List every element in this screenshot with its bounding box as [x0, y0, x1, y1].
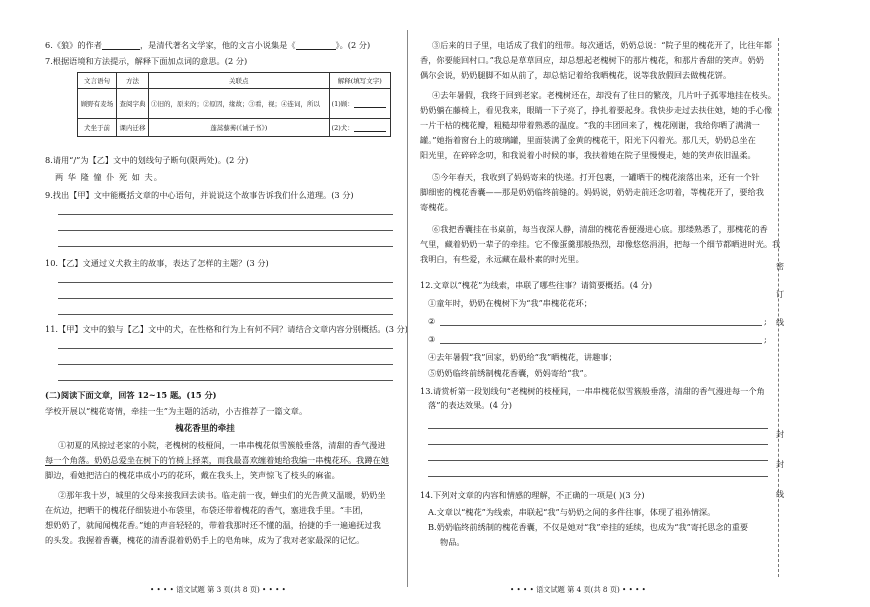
- q8-title: 8.请用“/”为【乙】文中的划线句子断句(限两处)。(2 分): [45, 155, 249, 165]
- q14-option-b-cont: 物品。: [440, 537, 465, 547]
- paragraph-line: ⑤今年春天，我收到了妈妈寄来的快递。打开包裹，一罐晒干的槐花滚落出来，还有一个针: [432, 172, 760, 182]
- q6: [45, 40, 370, 50]
- q6-blank-1[interactable]: [102, 40, 140, 50]
- answer-line[interactable]: [428, 476, 768, 477]
- page-footer: • • • • 语文试题 第 3 页(共 8 页) • • • •: [150, 585, 286, 594]
- page-footer: • • • • 语文试题 第 4 页(共 8 页) • • • •: [510, 585, 646, 594]
- q10-title: 10.【乙】文通过义犬救主的故事，表达了怎样的主题？(3 分): [45, 258, 269, 268]
- semicolon: ;: [764, 316, 767, 326]
- q7-answer-cell[interactable]: [329, 89, 390, 119]
- page-divider: [407, 30, 408, 587]
- q7-header: 解释(填写文字): [329, 73, 390, 89]
- q14-option-b[interactable]: B.奶奶临终前绣制的槐花香囊，不仅是她对“我”牵挂的延续，也成为“我”寄托思念的重要: [428, 522, 749, 532]
- paragraph-line: 在炕边，把晒干的槐花仔细装进小布袋里，布袋还带着槐花的香气，塞进我手里。“丰团，: [45, 505, 369, 515]
- q7-answer-cell[interactable]: [329, 119, 390, 137]
- semicolon: ;: [764, 334, 767, 344]
- section-heading: (二)阅读下面文章，回答 12~15 题。(15 分): [45, 390, 217, 400]
- paragraph-line: 奶奶躺在藤椅上，看见我来，眼睛一下子亮了，挣扎着要起身。我快步走过去扶住她，她的手心像: [420, 105, 773, 115]
- answer-line[interactable]: [58, 282, 393, 283]
- paragraph-line: 偶尔会说，奶奶腿脚不如从前了，却总惦记着给我晒槐花，说等我放假回去做槐花饼。: [420, 70, 732, 80]
- answer-line[interactable]: [58, 214, 393, 215]
- answer-line[interactable]: [58, 348, 393, 349]
- binding-label: 封: [776, 460, 784, 469]
- binding-label: 线: [776, 490, 784, 499]
- answer-line[interactable]: [58, 364, 393, 365]
- paragraph-line: 罐。”她指着窗台上的玻璃罐，里面装满了金黄的槐花干，阳光下闪着光。那几天，奶奶总坐在: [420, 135, 756, 145]
- q14-title: 14.下列对文章的内容和情感的理解，不正确的一项是( )(3 分): [420, 490, 645, 500]
- q12-item: ⑤奶奶临终前绣制槐花香囊，奶妈寄给“我”。: [428, 368, 592, 378]
- q7-cell: 课内迁移: [116, 119, 148, 137]
- q7-cell: 顾野有麦场: [78, 89, 117, 119]
- q6-post: 》。(2 分): [335, 40, 371, 50]
- answer-line[interactable]: [440, 325, 762, 326]
- q7-blank[interactable]: [354, 124, 386, 132]
- q7-cell: 犬坐于前: [78, 119, 117, 137]
- answer-line[interactable]: [58, 246, 393, 247]
- q7-blank[interactable]: [354, 100, 386, 108]
- binding-label: 订: [776, 290, 784, 299]
- q7-cell: ①旧的，原来的；②原因，缘故；③看，视；④连词，所以: [149, 89, 330, 119]
- paragraph-line: 阳光里，在碎碎念叨，和我说着小时候的事，我扶着她在院子里慢慢走，她的笑声依旧温柔。: [420, 150, 756, 160]
- q12-item: ②: [428, 316, 436, 326]
- binding-label: 密: [776, 262, 784, 271]
- q7-header: 关联点: [149, 73, 330, 89]
- q7-cell: 蓬蒿藜莠(《诫子书》): [149, 119, 330, 137]
- q12-title: 12.文章以“槐花”为线索，串联了哪些往事？请简要概括。(4 分): [420, 280, 653, 290]
- paragraph-line: 每一个角落。奶奶总爱坐在树下的竹椅上择菜，而我最喜欢缠着她给我编一串槐花环。我蹲在她: [45, 455, 389, 465]
- q13-title: 落”的表达效果。(4 分): [428, 400, 512, 410]
- intro-text: 学校开展以“槐花寄情，牵挂一生”为主题的活动，小吉推荐了一篇文章。: [45, 406, 308, 416]
- q7-header: 方法: [116, 73, 148, 89]
- q7-answer-label: (1)顾：: [331, 100, 354, 108]
- paragraph-line: 气里，藏着奶奶一辈子的牵挂。它不像蛋羹那般热烈，却像悠悠涓涓，把每一个细节都晒进时光。我: [420, 239, 781, 249]
- answer-line[interactable]: [58, 230, 393, 231]
- article-title: 槐花香里的牵挂: [175, 424, 235, 434]
- answer-line[interactable]: [58, 314, 393, 315]
- q12-item: ③: [428, 334, 436, 344]
- answer-line[interactable]: [58, 380, 393, 381]
- paragraph-line: ②那年我十岁，城里的父母来接我回去读书。临走前一夜，蝉虫们的光告黄又温暖，奶奶坐: [58, 490, 386, 500]
- paragraph-line: 想奶奶了，就闻闻槐花香。”她的声音轻轻的，带着我那时还不懂的温，抬捷的手一遍遍抚过我: [45, 520, 381, 530]
- q11-title: 11.【甲】文中的狼与【乙】文中的犬，在性格和行为上有何不同？请结合文章内容分别概括。(3 分): [45, 324, 408, 334]
- q12-item: ①童年时，奶奶在槐树下为“我”串槐花花环；: [428, 298, 592, 308]
- paragraph-line: 脚边，看她把洁白的槐花串成小巧的花环，戴在我头上，笑声惊飞了枝头的麻雀。: [45, 470, 340, 480]
- q13-title: 13.请赏析第一段划线句“老槐树的枝桠间，一串串槐花似雪簇般垂落，清甜的香气漫进每一个角: [420, 386, 765, 396]
- q14-option-a[interactable]: A.文章以“槐花”为线索，串联起“我”与奶奶之间的多件往事，体现了祖孙情深。: [428, 507, 716, 517]
- q12-item: ④去年暑假“我”回家，奶奶给“我”晒槐花，讲趣事；: [428, 352, 617, 362]
- paragraph-line: 寄槐花。: [420, 202, 453, 212]
- paragraph-line: 香，你要能回村口。”我总是草草回应，却总想起老槐树下的那片槐花，和那片香甜的笑声。奶奶: [420, 55, 764, 65]
- q7-header: 文言语句: [78, 73, 117, 89]
- q9-title: 9.找出【甲】文中能概括文章的中心语句，并说说这个故事告诉我们什么道理。(3 分): [45, 190, 354, 200]
- q6-blank-2[interactable]: [296, 40, 336, 50]
- q8-sentence: 两 华 隆 憧 仆 死 如 夫。: [55, 172, 163, 182]
- answer-line[interactable]: [58, 298, 393, 299]
- q6-mid: ，是清代著名文学家，他的文言小说集是《: [139, 40, 296, 50]
- paragraph-line: 脚细密的槐花香囊——那是奶奶临终前缝的。妈妈说，奶奶走前还念叨着，等槐花开了，要给我: [420, 187, 764, 197]
- paragraph-line: ③后来的日子里，电话成了我们的纽带。每次通话，奶奶总说：“院子里的槐花开了，比往年都: [432, 40, 772, 50]
- paragraph-line: 一片干枯的槐花瓣，粗糙却带着熟悉的温度。“我的丰团回来了，槐花刚谢，我给你晒了满满一: [420, 120, 760, 130]
- paragraph-line: 的头发。我握着香囊，槐花的清香混着奶奶手上的皂角味，成为了我对老家最深的记忆。: [45, 535, 365, 545]
- answer-line[interactable]: [428, 428, 768, 429]
- paragraph-line: ④去年暑假，我终于回到老家。老槐树还在，却没有了往日的繁茂，几片叶子孤零地挂在枝头。: [432, 90, 776, 100]
- binding-label: 线: [776, 318, 784, 327]
- answer-line[interactable]: [428, 444, 768, 445]
- q7-title: 7.根据语境和方法提示，解释下面加点词的意思。(2 分): [45, 56, 248, 66]
- paragraph-line: ⑥我把香囊挂在书桌前，每当夜深人静，清甜的槐花香便漫进心底。那缕熟悉了，那槐花的香: [432, 224, 768, 234]
- paragraph-line: 我明白，有些爱，永远藏在最朴素的时光里。: [420, 254, 584, 264]
- left-page: [0, 0, 410, 607]
- answer-line[interactable]: [440, 343, 762, 344]
- q7-answer-label: (2)犬：: [331, 124, 354, 132]
- paragraph-line: ①初夏的风掠过老家的小院，老槐树的枝桠间，一串串槐花似雪簇般垂落，清甜的香气漫进: [58, 440, 386, 450]
- binding-label: 封: [776, 430, 784, 439]
- right-page: [410, 0, 790, 607]
- q7-cell: 查阅字典: [116, 89, 148, 119]
- q7-table: [77, 72, 391, 137]
- answer-line[interactable]: [428, 460, 768, 461]
- q6-pre: 6.《狼》的作者: [45, 40, 102, 50]
